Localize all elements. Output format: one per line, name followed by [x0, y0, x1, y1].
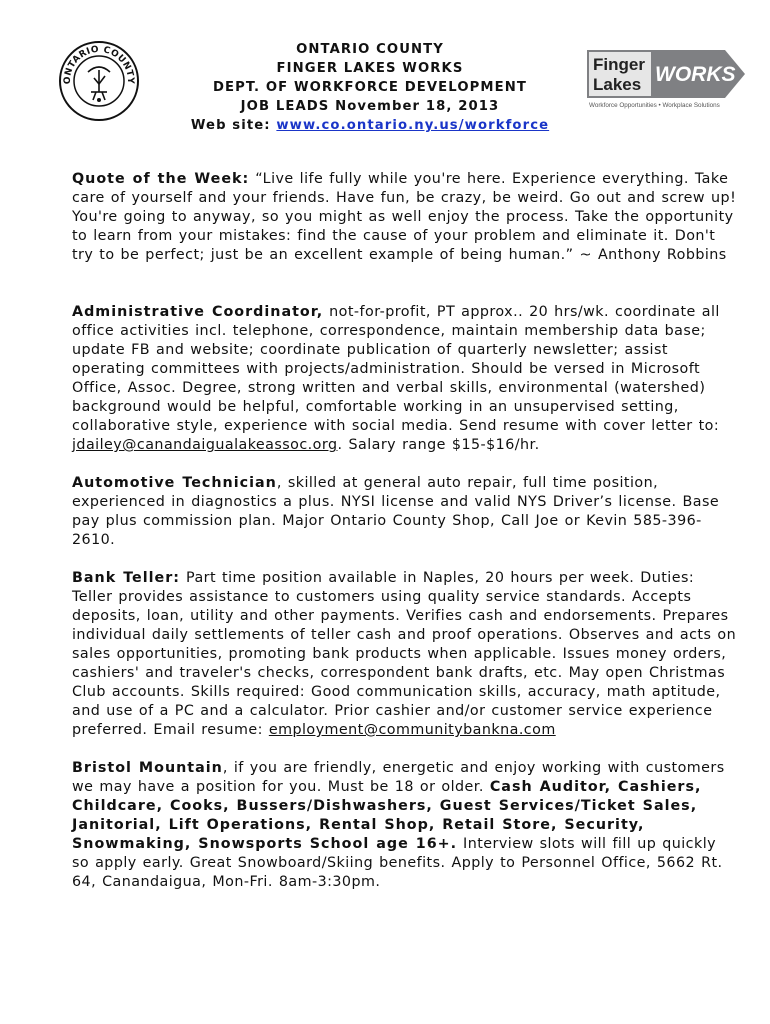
quote-of-the-week — [72, 170, 737, 265]
job-bristol-mountain — [72, 759, 737, 892]
job-administrative-coordinator — [72, 303, 737, 455]
svg-text:Workforce Opportunities • Work: Workforce Opportunities • Workplace Solutions — [589, 102, 720, 109]
finger-lakes-works-logo — [585, 48, 747, 110]
job-email-link[interactable]: jdailey@canandaigualakeassoc.org — [72, 437, 338, 453]
job-salary: . Salary range $15-$16/hr. — [337, 437, 540, 453]
job-bank-teller — [72, 569, 737, 740]
job-title: Bristol Mountain — [72, 760, 223, 776]
svg-text:ONTARIO COUNTY: ONTARIO COUNTY — [62, 44, 136, 85]
job-description: , if you are friendly, energetic and enjoy working with customers we may have a position for you. Must be 18 or older. — [72, 760, 725, 795]
job-description: , skilled at general auto repair, full time position, experienced in diagnostics a plus. NYSI license and valid NYS Driver’s license. Base pay plus commission plan. Major Ontario County Shop, Call Joe or Kevin 585-396-2610. — [72, 475, 720, 548]
job-description: not-for-profit, PT approx.. 20 hrs/wk. coordinate all office activities incl. telephone, correspondence, maintain membership data base; update FB and website; coordinate publication of quarterly newsletter; assist operating committees with projects/administration. Should be versed in Microsoft Office, Assoc. Degree, strong written and verbal skills, environmental (watershed) background would be helpful, comfortable working in an unsupervised setting, collaborative style, experience with social media. Send resume with cover letter to: — [72, 304, 720, 434]
header-department: DEPT. OF WORKFORCE DEVELOPMENT — [213, 80, 527, 95]
job-apply-info: Interview slots will fill up quickly so apply early. Great Snowboard/Skiing benefits. Apply to Personnel Office, 5662 Rt. 64, Canandaigua, Mon-Fri. 8am-3:30pm. — [72, 836, 723, 890]
job-leads-body — [72, 170, 737, 911]
header-job-leads-date: JOB LEADS November 18, 2013 — [240, 99, 500, 114]
job-title: Bank Teller: — [72, 570, 181, 586]
job-title: Administrative Coordinator, — [72, 304, 324, 320]
ontario-county-seal — [58, 40, 140, 122]
svg-text:WORKS: WORKS — [655, 63, 736, 86]
svg-text:Finger: Finger — [593, 55, 645, 74]
job-description: Part time position available in Naples, 20 hours per week. Duties: Teller provides assistance to customers using quality service standards. Accepts deposits, loan, utility and other payments. Verifies cash and endorsements. Prepares individual daily settlements of teller cash and proof operations. Observes and acts on sales opportunities, promoting bank products when applicable. Issues money orders, cashiers' and traveler's checks, correspondent bank drafts, etc. May open Christmas Club accounts. Skills required: Good communication skills, accuracy, math aptitude, and use of a PC and a calculator. Prior cashier and/or customer service experience preferred. Email resume: — [72, 570, 737, 738]
quote-text: “Live life fully while you're here. Experience everything. Take care of yourself and your friends. Have fun, be crazy, be weird. Go out and screw up! You're going to anyway, so you might as well enjoy the process. Take the opportunity to learn from your mistakes: find the cause of your problem and eliminate it. Don't try to be perfect; just be an excellent example of being human.” ~ Anthony Robbins — [72, 171, 737, 263]
document-header — [150, 40, 590, 135]
header-county: ONTARIO COUNTY — [296, 42, 444, 57]
job-email-link[interactable]: employment@communitybankna.com — [268, 722, 556, 738]
website-label: Web site: — [190, 118, 271, 133]
job-title: Automotive Technician — [72, 475, 277, 491]
website-link[interactable]: www.co.ontario.ny.us/workforce — [276, 118, 550, 133]
job-automotive-technician — [72, 474, 737, 550]
job-positions: Cash Auditor, Cashiers, Childcare, Cooks, Bussers/Dishwashers, Guest Services/Ticket Sales, Janitorial, Lift Operations, Rental Shop, Retail Store, Security, Snowmaking, Snowsports School age 16+. — [72, 779, 702, 852]
header-website — [150, 116, 590, 135]
quote-label: Quote of the Week: — [72, 171, 250, 187]
header-program: FINGER LAKES WORKS — [276, 61, 464, 76]
svg-text:Lakes: Lakes — [593, 75, 642, 94]
